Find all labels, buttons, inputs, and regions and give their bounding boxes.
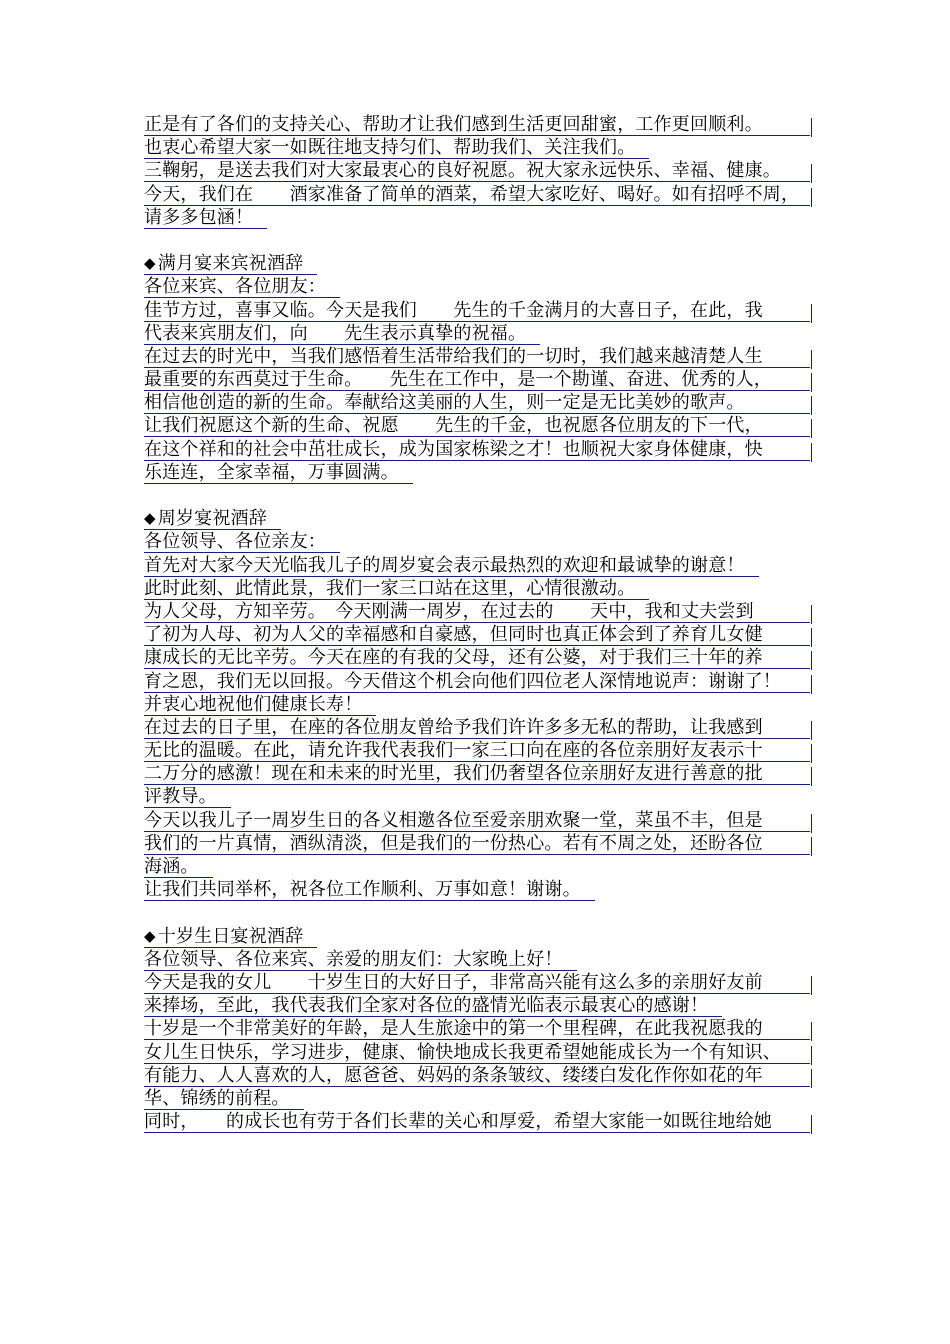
diamond-bullet-icon: ◆ (144, 254, 156, 273)
line-end-mark (811, 304, 813, 323)
text-line (144, 578, 810, 601)
section-gap (144, 230, 810, 253)
text-line (144, 763, 810, 786)
text-line (144, 531, 810, 554)
text-line (144, 786, 810, 809)
text-line-content: 十岁是一个非常美好的年龄，是人生旅途中的第一个里程碑，在此我祝愿我的 (144, 1018, 810, 1040)
text-line (144, 346, 810, 369)
text-line (144, 462, 810, 485)
section-heading-label: 十岁生日宴祝酒辞 (157, 925, 304, 947)
text-line-content: 今天是我的女儿 十岁生日的大好日子，非常高兴能有这么多的亲朋好友前 (144, 972, 810, 994)
line-end-mark (811, 1115, 813, 1134)
section-heading-label: 周岁宴祝酒辞 (157, 508, 267, 530)
line-end-mark (811, 419, 813, 438)
line-end-mark (811, 744, 813, 763)
text-line-content: 乐连连，全家幸福，万事圆满。 (144, 462, 413, 484)
text-line-content: 首先对大家今天光临我儿子的周岁宴会表示最热烈的欢迎和最诚挚的谢意！ (144, 555, 759, 577)
section-heading-label: 满月宴来宾祝酒辞 (157, 253, 304, 275)
text-line (144, 949, 810, 972)
text-line-content: 今天，我们在 酒家准备了简单的酒菜，希望大家吃好、喝好。如有招呼不周， (144, 184, 810, 206)
text-line (144, 207, 810, 230)
text-line (144, 1018, 810, 1041)
text-line-content: 了初为人母、初为人父的幸福感和自豪感，但同时也真正体会到了养育儿女健 (144, 624, 810, 646)
document-body (144, 114, 810, 1134)
text-line-content: 此时此刻、此情此景，我们一家三口站在这里，心情很激动。 (144, 578, 649, 600)
text-line-content: 各位领导、各位来宾、亲爱的朋友们：大家晚上好！ (144, 949, 577, 971)
text-line (144, 323, 810, 346)
text-line-content: 也衷心希望大家一如既往地支持匀们、帮助我们、关注我们。 (144, 137, 649, 159)
text-line-content: 让我们祝愿这个新的生命、祝愿 先生的千金，也祝愿各位朋友的下一代， (144, 415, 810, 437)
section-heading (144, 253, 810, 276)
text-line (144, 671, 810, 694)
text-line-content: 今天以我儿子一周岁生日的各义相邀各位至爱亲朋欢聚一堂，菜虽不丰，但是 (144, 810, 810, 832)
line-end-mark (811, 721, 813, 740)
section-heading-text (144, 253, 317, 275)
text-line-content: 在过去的日子里，在座的各位朋友曾给予我们许许多多无私的帮助，让我感到 (144, 717, 810, 739)
text-line (144, 717, 810, 740)
text-line (144, 624, 810, 647)
text-line-content: 各位来宾、各位朋友： (144, 276, 340, 298)
text-line-content: 康成长的无比辛劳。今天在座的有我的父母，还有公婆，对于我们三十年的养 (144, 647, 810, 669)
text-line-content: 女儿生日快乐，学习进步，健康、愉快地成长我更希望她能成长为一个有知识、 (144, 1042, 810, 1064)
text-line-content: 无比的温暖。在此，请允许我代表我们一家三口向在座的各位亲朋好友表示十 (144, 740, 810, 762)
section-heading (144, 508, 810, 531)
line-end-mark (811, 373, 813, 392)
line-end-mark (811, 605, 813, 624)
text-line-content: 有能力、人人喜欢的人，愿爸爸、妈妈的条条皱纹、缕缕白发化作你如花的年 (144, 1065, 810, 1087)
line-end-mark (811, 1069, 813, 1088)
text-line (144, 415, 810, 438)
section-heading-text (144, 508, 281, 530)
line-end-mark (811, 1046, 813, 1065)
text-line-content: 让我们共同举杯，祝各位工作顺利、万事如意！谢谢。 (144, 879, 595, 901)
line-end-mark (811, 675, 813, 694)
text-line (144, 392, 810, 415)
text-line (144, 740, 810, 763)
text-line-content: 代表来宾朋友们，向 先生表示真挚的祝福。 (144, 323, 540, 345)
text-line (144, 137, 810, 160)
text-line-content: 育之恩，我们无以回报。今天借这个机会向他们四位老人深情地说声：谢谢了！ (144, 671, 810, 693)
text-line (144, 694, 810, 717)
text-line (144, 439, 810, 462)
section-gap (144, 902, 810, 925)
text-line (144, 972, 810, 995)
line-end-mark (811, 767, 813, 786)
section-gap (144, 485, 810, 508)
text-line-content: 在过去的时光中，当我们感悟着生活带给我们的一切时，我们越来越清楚人生 (144, 346, 810, 368)
text-line (144, 647, 810, 670)
text-line (144, 276, 810, 299)
line-end-mark (811, 443, 813, 462)
text-line-content: 来捧场，至此，我代表我们全家对各位的盛情光临表示最衷心的感谢！ (144, 995, 722, 1017)
line-end-mark (811, 164, 813, 183)
text-line (144, 184, 810, 207)
text-line-content: 为人父母，方知辛劳。 今天刚满一周岁，在过去的 天中，我和丈夫尝到 (144, 601, 810, 623)
line-end-mark (811, 628, 813, 647)
text-line (144, 833, 810, 856)
text-line-content: 请多多包涵！ (144, 207, 267, 229)
text-line-content: 佳节方过，喜事又临。今天是我们 先生的千金满月的大喜日子，在此，我 (144, 300, 810, 322)
line-end-mark (811, 814, 813, 833)
text-line-content: 各位领导、各位亲友： (144, 531, 340, 553)
text-line (144, 856, 810, 879)
text-line (144, 601, 810, 624)
text-line-content: 相信他创造的新的生命。奉献给这美丽的人生，则一定是无比美妙的歌声。 (144, 392, 810, 414)
text-line (144, 879, 810, 902)
line-end-mark (811, 651, 813, 670)
text-line-content: 并衷心地祝他们健康长寿！ (144, 694, 376, 716)
line-end-mark (811, 1022, 813, 1041)
diamond-bullet-icon: ◆ (144, 926, 156, 945)
section-heading-text (144, 926, 317, 948)
text-line-content: 在这个祥和的社会中茁壮成长，成为国家栋梁之才！也顺祝大家身体健康，快 (144, 439, 810, 461)
text-line (144, 810, 810, 833)
text-line (144, 1042, 810, 1065)
line-end-mark (811, 837, 813, 856)
text-line (144, 555, 810, 578)
text-line-content: 我们的一片真情，酒纵清淡，但是我们的一份热心。若有不周之处，还盼各位 (144, 833, 810, 855)
line-end-mark (811, 118, 813, 137)
text-line-content: 华、锦绣的前程。 (144, 1088, 304, 1110)
text-line-content: 三鞠躬，是送去我们对大家最衷心的良好祝愿。祝大家永远快乐、幸福、健康。 (144, 160, 810, 182)
text-line-content: 正是有了各们的支持关心、帮助才让我们感到生活更回甜蜜，工作更回顺利。 (144, 114, 810, 136)
text-line-content: 评教导。 (144, 786, 231, 808)
text-line-content: 海涵。 (144, 856, 213, 878)
text-line (144, 1065, 810, 1088)
line-end-mark (811, 188, 813, 207)
text-line (144, 114, 810, 137)
text-line (144, 1111, 810, 1134)
text-line (144, 369, 810, 392)
text-line (144, 160, 810, 183)
line-end-mark (811, 396, 813, 415)
line-end-mark (811, 350, 813, 369)
text-line (144, 300, 810, 323)
text-line-content: 同时， 的成长也有劳于各们长辈的关心和厚爱，希望大家能一如既往地给她 (144, 1111, 810, 1133)
text-line-content: 最重要的东西莫过于生命。 先生在工作中，是一个勘谨、奋进、优秀的人， (144, 369, 810, 391)
text-line (144, 995, 810, 1018)
section-heading (144, 926, 810, 949)
text-line (144, 1088, 810, 1111)
line-end-mark (811, 976, 813, 995)
diamond-bullet-icon: ◆ (144, 509, 156, 528)
text-line-content: 二万分的感激！现在和未来的时光里，我们仍奢望各位亲朋好友进行善意的批 (144, 763, 810, 785)
